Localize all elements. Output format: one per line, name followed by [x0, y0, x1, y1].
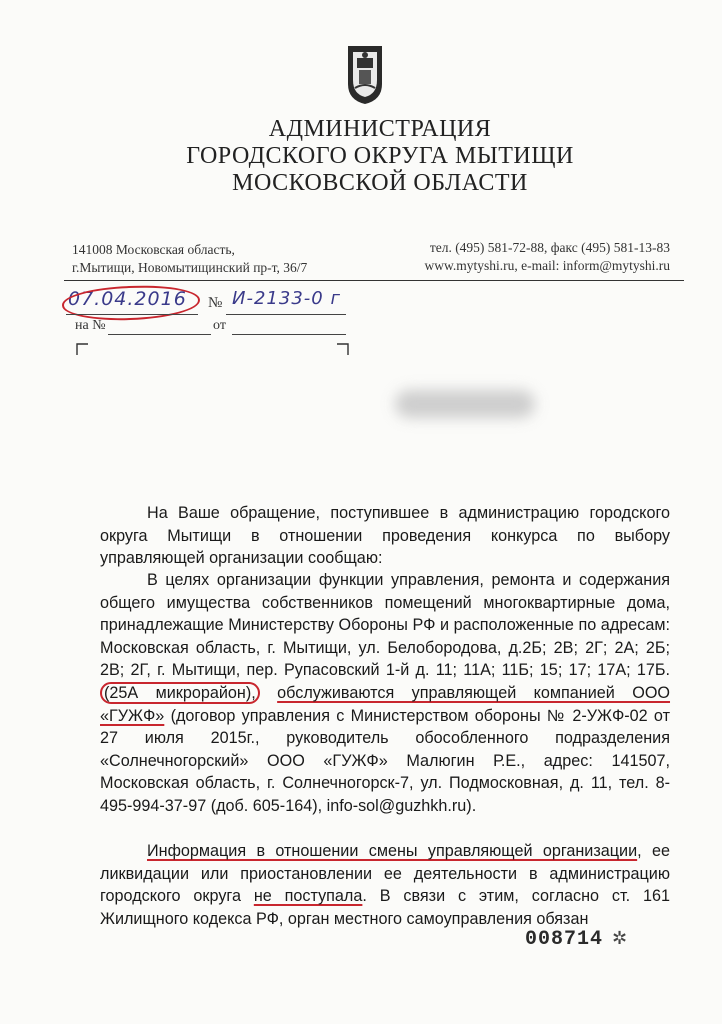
ref-number-underline — [108, 334, 211, 335]
number-label: № — [208, 295, 223, 311]
paragraph-1 — [100, 502, 670, 570]
addressee-corner-right — [337, 343, 349, 355]
paragraph-1-text: На Ваше обращение, поступившее в администрацию городского округа Мытищи в отношении проведения конкурса по выбору управляющей организации сообщаю: — [100, 504, 670, 568]
date-underline — [66, 314, 198, 315]
org-title-line3: МОСКОВСКОЙ ОБЛАСТИ — [232, 170, 528, 196]
coat-of-arms-emblem — [345, 44, 385, 106]
ref-date-underline — [232, 334, 346, 335]
paragraph-3 — [100, 840, 670, 930]
paragraph-2-part-d: (договор управления с Министерством обороны № 2-УЖФ-02 от 27 июля 2015г., руководитель обособленного подразделения «Солнечногорский» ООО «ГУЖФ» Малюгин Р.Е., адрес: 141507, Московская область, г. Солнечногорск-7, ул. Подмосковная, д. 11, тел. 8-495-994-37-97 (доб. 605-164), info-sol@guzhkh.ru). — [100, 706, 670, 815]
ref-date-label: от — [213, 318, 226, 333]
contacts-line-2: www.mytyshi.ru, e-mail: inform@mytyshi.ru — [424, 258, 670, 273]
circled-district-note: (25А микрорайон), — [100, 682, 260, 704]
paragraph-3-part-d: . В связи с этим, согласно ст. 161 Жилищного кодекса РФ, орган местного самоуправления обязан — [100, 887, 670, 928]
paragraph-3-part-b: , ее ликвидации или приостановлении ее деятельности в администрацию городского округа — [100, 842, 670, 906]
number-underline — [226, 314, 346, 315]
underlined-management-company: обслуживаются управляющей компанией ООО «ГУЖФ» — [100, 683, 671, 725]
letterhead-divider — [64, 280, 684, 281]
sunburst-stamp-icon: ✲ — [612, 928, 628, 948]
paragraph-3-text — [100, 840, 670, 930]
paragraph-2 — [100, 569, 670, 818]
postal-address — [72, 241, 307, 277]
org-title-line1: АДМИНИСТРАЦИЯ — [268, 116, 492, 142]
underlined-not-received: не поступала — [253, 887, 363, 906]
address-line-2: г.Мытищи, Новомытищинский пр-т, 36/7 — [72, 260, 308, 275]
org-title-line2: ГОРОДСКОГО ОКРУГА МЫТИЩИ — [186, 143, 574, 169]
handwritten-date: 07.04.2016 — [68, 288, 187, 310]
underlined-information-phrase: Информация в отношении смены управляющей организации — [147, 842, 638, 860]
contacts-line-1: тел. (495) 581-72-88, факс (495) 581-13-83 — [429, 240, 670, 255]
address-line-1: 141008 Московская область, — [72, 242, 235, 257]
contact-info — [385, 239, 670, 275]
paragraph-2-part-a: В целях организации функции управления, ремонта и содержания общего имущества собственников помещений многоквартирные дома, принадлежащие Министерству Обороны РФ и расположенные по адресам: Московская область, г. Мытищи, ул. Белобородова, д.2Б; 2В; 2Г; 2А; 2Б; 2В; 2Г, г. Мытищи, пер. Рупасовский 1-й д. 11; 11А; 11Б; 15; 17; 17А; 17Б. — [100, 571, 670, 680]
handwritten-number: И-2133-0 г — [232, 288, 341, 309]
redacted-recipient — [395, 390, 535, 418]
ref-number-label: на № — [75, 318, 106, 333]
document-serial-number: 008714 — [525, 928, 604, 951]
addressee-corner-left — [76, 343, 88, 355]
paragraph-2-text — [100, 569, 670, 818]
